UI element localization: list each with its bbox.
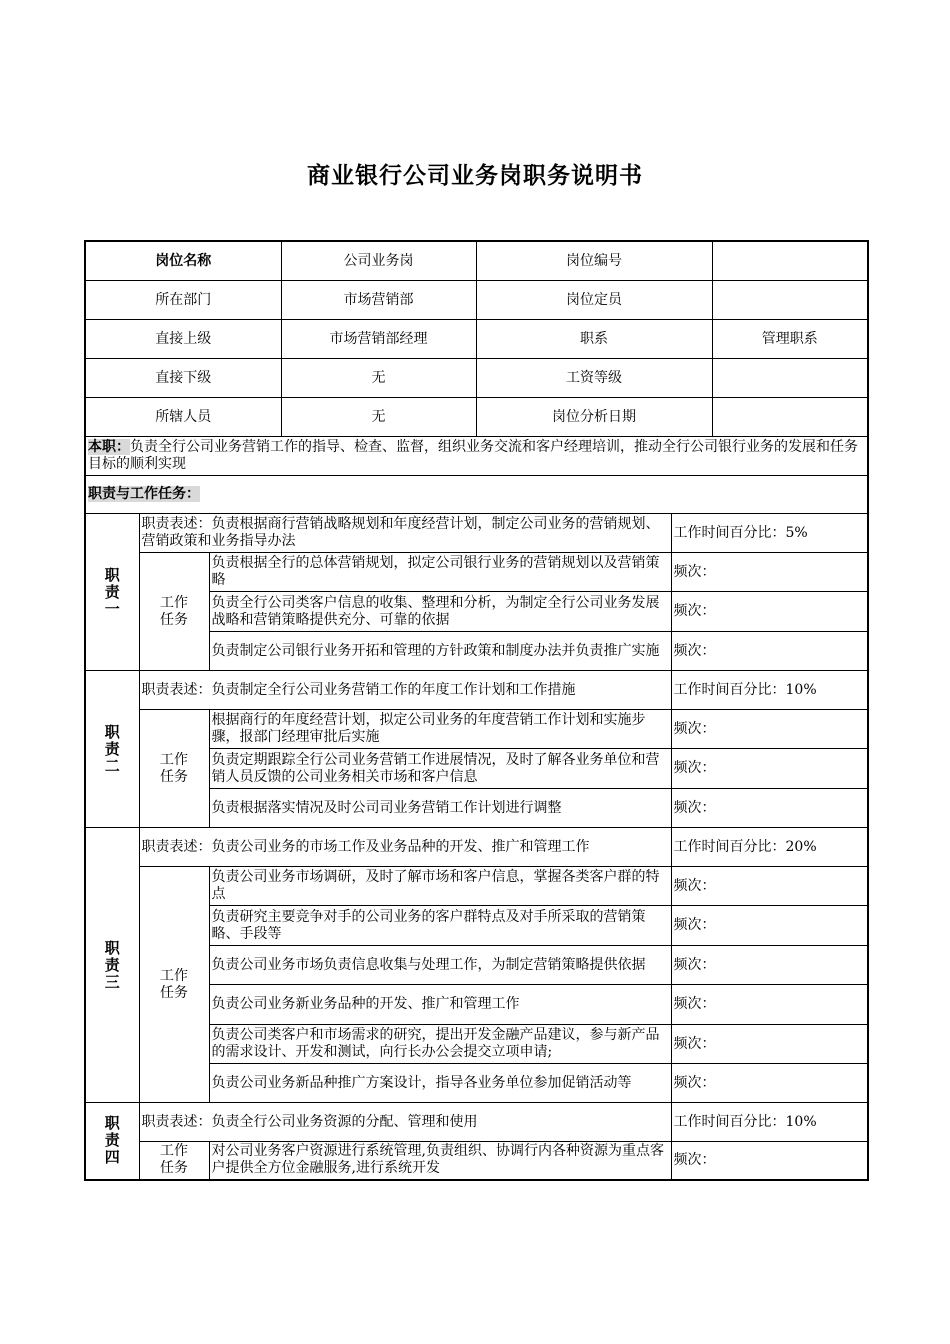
frequency-label: 频次： (671, 867, 868, 906)
frequency-label: 频次： (671, 906, 868, 946)
duty-intro-row (85, 437, 868, 476)
field-label: 工资等级 (476, 359, 712, 398)
job-description-table (84, 240, 869, 1181)
duty-desc-row (85, 514, 868, 553)
field-label: 所辖人员 (85, 398, 281, 437)
field-label: 岗位定员 (476, 281, 712, 320)
task-label: 工作任务 (139, 867, 209, 1103)
duty-desc-label: 职责表述： (141, 516, 212, 532)
frequency-label: 频次： (671, 749, 868, 789)
duty-name-char: 职 (104, 565, 120, 584)
duty-name (85, 1103, 139, 1180)
duty-description (139, 828, 671, 867)
field-value (712, 398, 868, 437)
task-text: 负责定期跟踪全行公司业务营销工作进展情况，及时了解各业务单位和营销人员反馈的公司业务相关市场和客户信息 (209, 749, 671, 789)
duty-name-char: 职 (104, 1114, 120, 1133)
task-row (85, 710, 868, 749)
task-text: 负责全行公司类客户信息的收集、整理和分析，为制定全行公司业务发展战略和营销策略提供充分、可靠的依据 (209, 592, 671, 632)
duty-name-char: 职 (104, 722, 120, 741)
frequency-label: 频次： (671, 553, 868, 592)
task-row (85, 1142, 868, 1180)
task-text: 负责研究主要竞争对手的公司业务的客户群特点及对手所采取的营销策略、手段等 (209, 906, 671, 946)
task-row (85, 553, 868, 592)
task-text: 负责根据全行的总体营销规划，拟定公司银行业务的营销规划以及营销策略 (209, 553, 671, 592)
duty-intro (85, 437, 868, 476)
duty-description (139, 514, 671, 553)
duty-desc-label: 职责表述： (141, 1113, 212, 1130)
field-value (712, 359, 868, 398)
duty-description (139, 671, 671, 710)
frequency-label: 频次： (671, 632, 868, 671)
duty-name-char: 责 (104, 582, 120, 601)
duty-name (85, 671, 139, 828)
field-value: 公司业务岗 (281, 241, 476, 281)
field-value (712, 241, 868, 281)
field-label: 岗位名称 (85, 241, 281, 281)
duty-name-char: 职 (104, 938, 120, 957)
duty-intro-label: 本职： (88, 439, 130, 455)
frequency-label: 频次： (671, 985, 868, 1025)
duty-intro-text: 负责全行公司业务营销工作的指导、检查、监督，组织业务交流和客户经理培训，推动全行公司银行业务的发展和任务目标的顺利实现 (88, 439, 858, 472)
header-row (85, 281, 868, 320)
duty-name-char: 责 (104, 955, 120, 974)
work-time-percent: 工作时间百分比：10% (671, 671, 868, 710)
field-label: 岗位编号 (476, 241, 712, 281)
work-time-percent: 工作时间百分比：5% (671, 514, 868, 553)
section-row (85, 476, 868, 514)
duty-desc-text: 负责制定全行公司业务营销工作的年度工作计划和工作措施 (211, 681, 576, 698)
duty-description (139, 1103, 671, 1142)
task-text: 负责公司业务市场负责信息收集与处理工作，为制定营销策略提供依据 (209, 946, 671, 985)
duty-name-char: 责 (104, 1131, 120, 1150)
frequency-label: 频次： (671, 592, 868, 632)
field-label: 岗位分析日期 (476, 398, 712, 437)
duty-desc-label: 职责表述： (141, 838, 212, 855)
section-cell (85, 476, 868, 514)
task-text: 负责公司业务新业务品种的开发、推广和管理工作 (209, 985, 671, 1025)
frequency-label: 频次： (671, 789, 868, 828)
header-row (85, 398, 868, 437)
field-label: 所在部门 (85, 281, 281, 320)
header-row (85, 241, 868, 281)
duty-name-char: 二 (104, 756, 120, 775)
work-time-percent: 工作时间百分比：10% (671, 1103, 868, 1142)
frequency-label: 频次： (671, 1142, 868, 1180)
duty-desc-text: 负责公司业务的市场工作及业务品种的开发、推广和管理工作 (211, 838, 590, 855)
field-value: 无 (281, 359, 476, 398)
field-value: 市场营销部经理 (281, 320, 476, 359)
document-title: 商业银行公司业务岗职务说明书 (307, 163, 643, 189)
frequency-label: 频次： (671, 1025, 868, 1064)
task-text: 负责公司业务新品种推广方案设计，指导各业务单位参加促销活动等 (209, 1064, 671, 1103)
task-text: 负责公司业务市场调研，及时了解市场和客户信息，掌握各类客户群的特点 (209, 867, 671, 906)
work-time-percent: 工作时间百分比：20% (671, 828, 868, 867)
frequency-label: 频次： (671, 1064, 868, 1103)
field-label: 直接下级 (85, 359, 281, 398)
field-value: 市场营销部 (281, 281, 476, 320)
duty-desc-text: 负责全行公司业务资源的分配、管理和使用 (211, 1113, 478, 1130)
header-row (85, 320, 868, 359)
duty-name-char: 四 (104, 1148, 120, 1167)
task-label: 工作任务 (139, 1142, 209, 1180)
duty-desc-text: 负责根据商行营销战略规划和年度经营计划，制定公司业务的营销规划、营销政策和业务指导办法 (141, 516, 660, 549)
field-value: 无 (281, 398, 476, 437)
task-text: 负责公司类客户和市场需求的研究，提出开发金融产品建议，参与新产品的需求设计、开发和测试，向行长办公会提交立项申请; (209, 1025, 671, 1064)
duty-name (85, 828, 139, 1103)
task-row (85, 867, 868, 906)
frequency-label: 频次： (671, 946, 868, 985)
duty-desc-row (85, 671, 868, 710)
field-value: 管理职系 (712, 320, 868, 359)
field-label: 职系 (476, 320, 712, 359)
section-label: 职责与工作任务： (88, 486, 200, 502)
duty-name (85, 514, 139, 671)
header-row (85, 359, 868, 398)
frequency-label: 频次： (671, 710, 868, 749)
task-text: 负责制定公司银行业务开拓和管理的方针政策和制度办法并负责推广实施 (209, 632, 671, 671)
task-text: 对公司业务客户资源进行系统管理,负责组织、协调行内各种资源为重点客户提供全方位金融服务,进行系统开发 (209, 1142, 671, 1180)
field-value (712, 281, 868, 320)
duty-desc-row (85, 1103, 868, 1142)
field-label: 直接上级 (85, 320, 281, 359)
duty-name-char: 三 (104, 972, 120, 991)
task-text: 根据商行的年度经营计划，拟定公司业务的年度营销工作计划和实施步骤，报部门经理审批后实施 (209, 710, 671, 749)
duty-name-char: 责 (104, 739, 120, 758)
duty-desc-row (85, 828, 868, 867)
task-label: 工作任务 (139, 710, 209, 828)
task-text: 负责根据落实情况及时公司司业务营销工作计划进行调整 (209, 789, 671, 828)
task-label: 工作任务 (139, 553, 209, 671)
duty-name-char: 一 (104, 599, 120, 618)
duty-desc-label: 职责表述： (141, 681, 212, 698)
